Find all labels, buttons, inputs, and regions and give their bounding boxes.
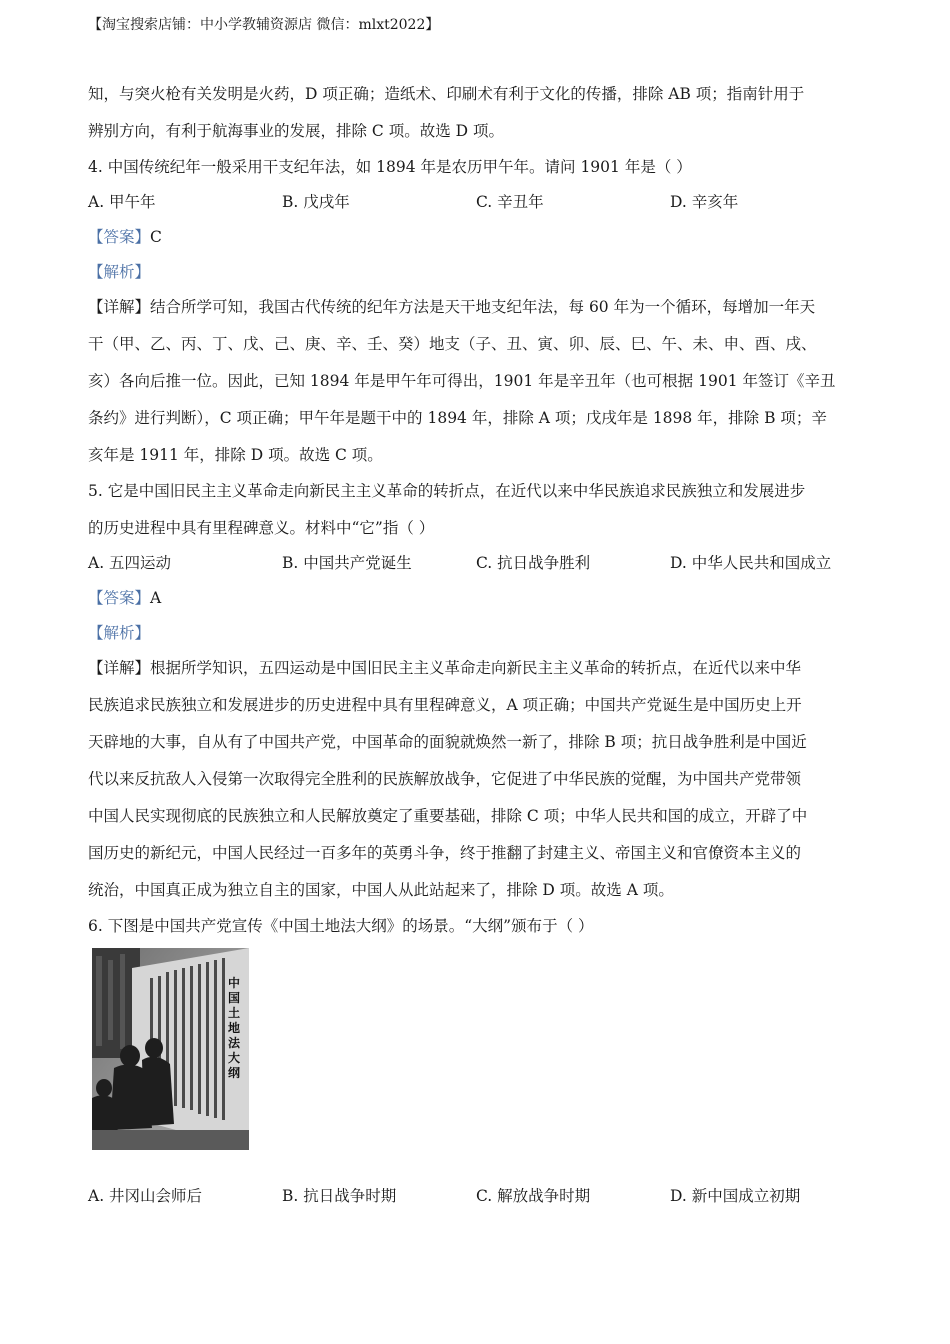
q5-option-d: D. 中华人民共和国成立 [670, 554, 832, 572]
detail-label: 【详解】 [88, 298, 151, 316]
q5-detail-line [88, 656, 801, 678]
q4-option-a: A. 甲午年 [88, 193, 156, 211]
photo-drawing [92, 948, 249, 1150]
q4-answer [88, 225, 162, 247]
q5-analysis-label: 【解析】 [88, 624, 151, 642]
q3-analysis-line: 辨别方向，有利于航海事业的发展，排除 C 项。故选 D 项。 [88, 122, 504, 140]
q4-detail-line: 亥）各向后推一位。因此，已知 1894 年是甲午年可得出，1901 年是辛丑年（也可根据 1901 年签订《辛丑 [88, 372, 836, 390]
q5-option-b: B. 中国共产党诞生 [282, 554, 412, 572]
q5-detail-line: 民族追求民族独立和发展进步的历史进程中具有里程碑意义，A 项正确；中国共产党诞生是中国历史上开 [88, 696, 802, 714]
detail-text: 结合所学可知，我国古代传统的纪年方法是天干地支纪年法，每 60 年为一个循环，每增加一年天 [150, 298, 816, 316]
q6-option-c: C. 解放战争时期 [476, 1187, 591, 1205]
q5-option-a: A. 五四运动 [88, 554, 172, 572]
q5-stem-line: 的历史进程中具有里程碑意义。材料中“它”指（ ） [88, 519, 435, 537]
land-law-propaganda-photo [92, 948, 249, 1150]
q5-option-c: C. 抗日战争胜利 [476, 554, 591, 572]
q6-option-a: A. 井冈山会师后 [88, 1187, 203, 1205]
answer-label: 【答案】 [88, 589, 151, 607]
q4-detail-line: 亥年是 1911 年，排除 D 项。故选 C 项。 [88, 446, 383, 464]
q5-answer [88, 586, 161, 608]
q6-stem: 6. 下图是中国共产党宣传《中国土地法大纲》的场景。“大纲”颁布于（ ） [88, 917, 594, 935]
q6-option-d: D. 新中国成立初期 [670, 1187, 801, 1205]
poster-title: 中国土地法大纲 [228, 976, 241, 1080]
q5-stem-line: 5. 它是中国旧民主主义革命走向新民主主义革命的转折点，在近代以来中华民族追求民族独立和发展进步 [88, 482, 806, 500]
q4-option-d: D. 辛亥年 [670, 193, 739, 211]
q4-analysis-label: 【解析】 [88, 263, 151, 281]
q6-option-b: B. 抗日战争时期 [282, 1187, 397, 1205]
q5-detail-line: 统治，中国真正成为独立自主的国家，中国人从此站起来了，排除 D 项。故选 A 项。 [88, 881, 674, 899]
q5-detail-line: 国历史的新纪元，中国人民经过一百多年的英勇斗争，终于推翻了封建主义、帝国主义和官僚资本主义的 [88, 844, 802, 862]
q5-detail-line: 代以来反抗敌人入侵第一次取得完全胜利的民族解放战争，它促进了中华民族的觉醒，为中国共产党带领 [88, 770, 802, 788]
page-header: 【淘宝搜索店铺：中小学教辅资源店 微信：mlxt2022】 [88, 17, 440, 33]
q5-detail-line: 中国人民实现彻底的民族独立和人民解放奠定了重要基础，排除 C 项；中华人民共和国的成立，开辟了中 [88, 807, 808, 825]
detail-text: 根据所学知识，五四运动是中国旧民主主义革命走向新民主主义革命的转折点，在近代以来中华 [150, 659, 802, 677]
answer-value: A [150, 589, 162, 607]
detail-label: 【详解】 [88, 659, 151, 677]
q4-stem: 4. 中国传统纪年一般采用干支纪年法，如 1894 年是农历甲午年。请问 1901 年是（ ） [88, 158, 692, 176]
q4-detail-line [88, 295, 815, 317]
q4-option-b: B. 戊戌年 [282, 193, 350, 211]
q3-analysis-line: 知，与突火枪有关发明是火药，D 项正确；造纸术、印刷术有利于文化的传播，排除 AB 项；指南针用于 [88, 85, 805, 103]
answer-label: 【答案】 [88, 228, 151, 246]
q4-detail-line: 条约》进行判断），C 项正确；甲午年是题干中的 1894 年，排除 A 项；戊戌年是 1898 年，排除 B 项；辛 [88, 409, 827, 427]
q5-detail-line: 天辟地的大事，自从有了中国共产党，中国革命的面貌就焕然一新了，排除 B 项；抗日战争胜利是中国近 [88, 733, 807, 751]
q4-detail-line: 干（甲、乙、丙、丁、戊、己、庚、辛、壬、癸）地支（子、丑、寅、卯、辰、巳、午、未、申、酉、戌、 [88, 335, 817, 353]
answer-value: C [150, 228, 162, 246]
q4-option-c: C. 辛丑年 [476, 193, 544, 211]
